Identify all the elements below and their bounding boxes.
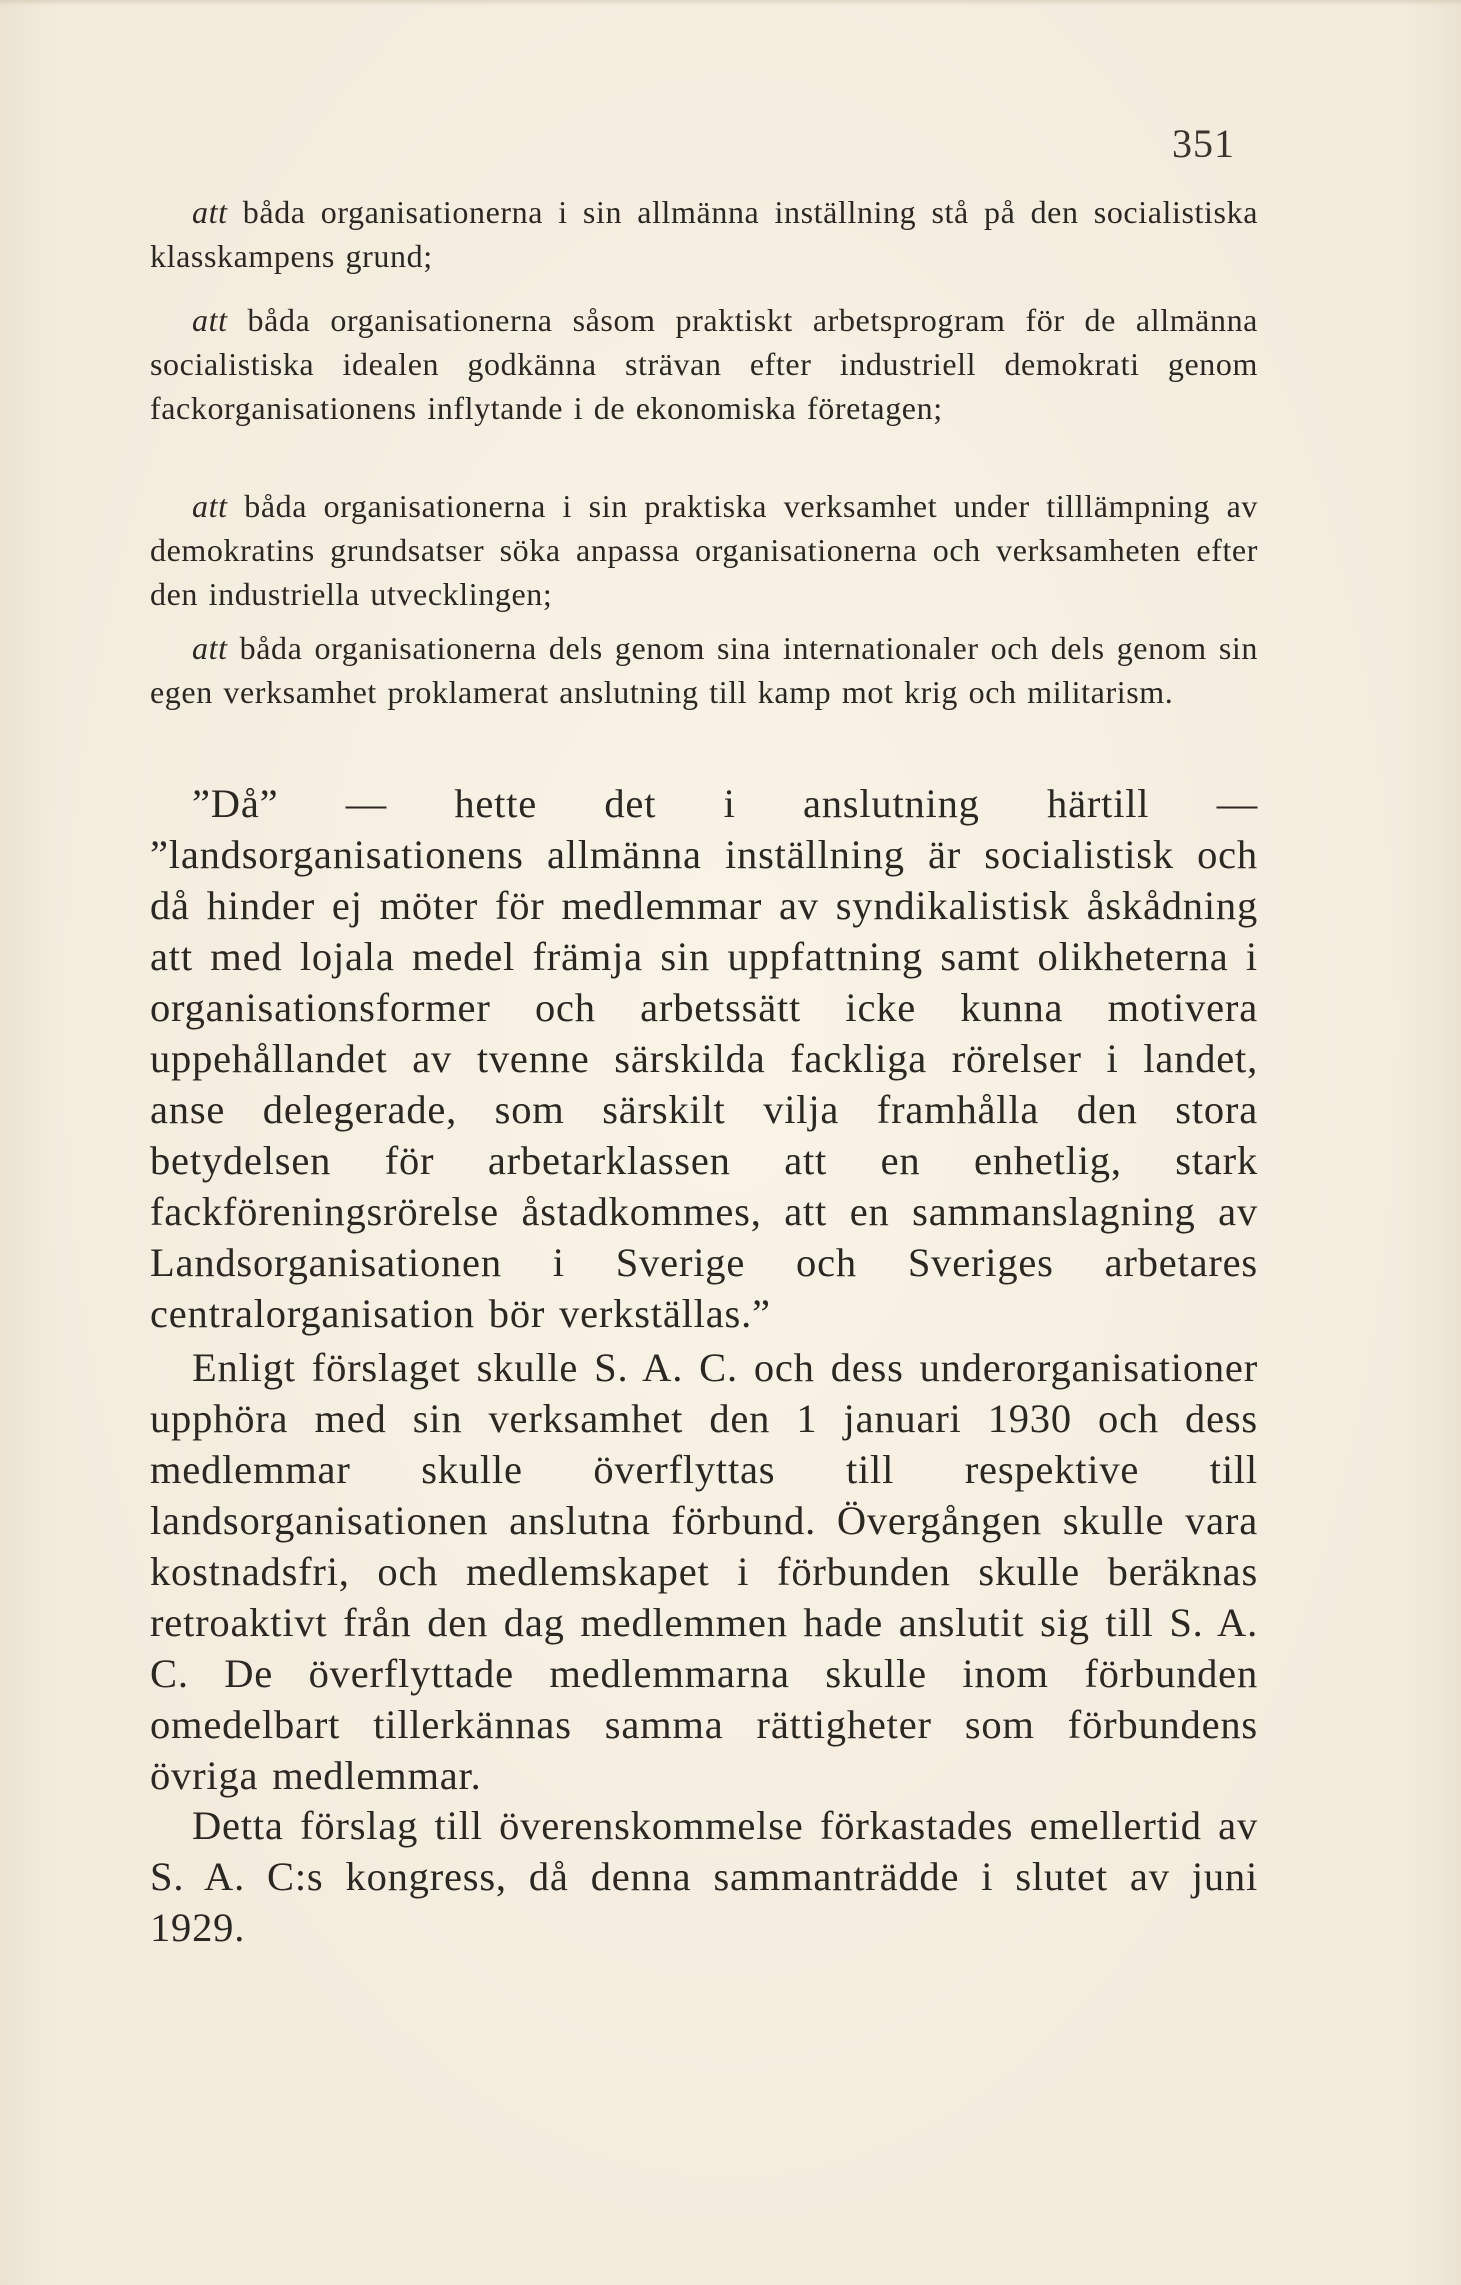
condition-text: båda organisationerna såsom praktiskt arbetsprogram för de allmänna socialistiska idealen godkänna strävan efter industriell demokrati genom fackorganisationens inflytande i de ekonomiska företagen; [150,302,1258,426]
condition-paragraph-3 [150,484,1258,616]
body-paragraph-rejection: Detta förslag till överenskommelse förkastades emellertid av S. A. C:s kongress, då denna sammanträdde i slutet av juni 1929. [150,1803,1258,1950]
condition-paragraph-2 [150,298,1258,430]
body-paragraph-quote: ”Då” — hette det i anslutning härtill — ”landsorganisationens allmänna inställning är socialistisk och då hinder ej möter för medlemmar av syndikalistisk åskådning att med lojala medel främja sin uppfattning samt olikheterna i organisationsformer och arbetssätt icke kunna motivera uppehållandet av tvenne särskilda fackliga rörelser i landet, anse delegerade, som särskilt vilja framhålla den stora betydelsen för arbetarklassen att en enhetlig, stark fackföreningsrörelse åstadkommes, att en sammanslagning av Landsorganisationen i Sverige och Sveriges arbetares centralorganisation bör verkställas.” [150,781,1258,1336]
body-paragraph-proposal: Enligt förslaget skulle S. A. C. och dess underorganisationer upphöra med sin verksamhet den 1 januari 1930 och dess medlemmar skulle överflyttas till respektive till landsorganisationen anslutna förbund. Övergången skulle vara kostnadsfri, och medlemskapet i förbunden skulle beräknas retroaktivt från den dag medlemmen hade anslutit sig till S. A. C. De överflyttade medlemmarna skulle inom förbunden omedelbart tillerkännas samma rättigheter som förbundens övriga medlemmar. [150,1345,1258,1798]
page-top-edge [0,0,1461,6]
condition-lead-word: att [192,194,228,230]
page-number: 351 [1172,121,1235,166]
condition-text: båda organisationerna dels genom sina internationaler och dels genom sin egen verksamhet proklamerat anslutning till kamp mot krig och militarism. [150,630,1258,710]
condition-text: båda organisationerna i sin praktiska verksamhet under tilllämpning av demokratins grundsatser söka anpassa organisationerna och verksamheten efter den industriella utvecklingen; [150,488,1258,612]
condition-lead-word: att [192,630,228,666]
condition-paragraph-1 [150,190,1258,278]
condition-paragraph-4 [150,626,1258,714]
condition-lead-word: att [192,488,228,524]
condition-text: båda organisationerna i sin allmänna inställning stå på den socialistiska klasskampens grund; [150,194,1258,274]
condition-lead-word: att [192,302,228,338]
